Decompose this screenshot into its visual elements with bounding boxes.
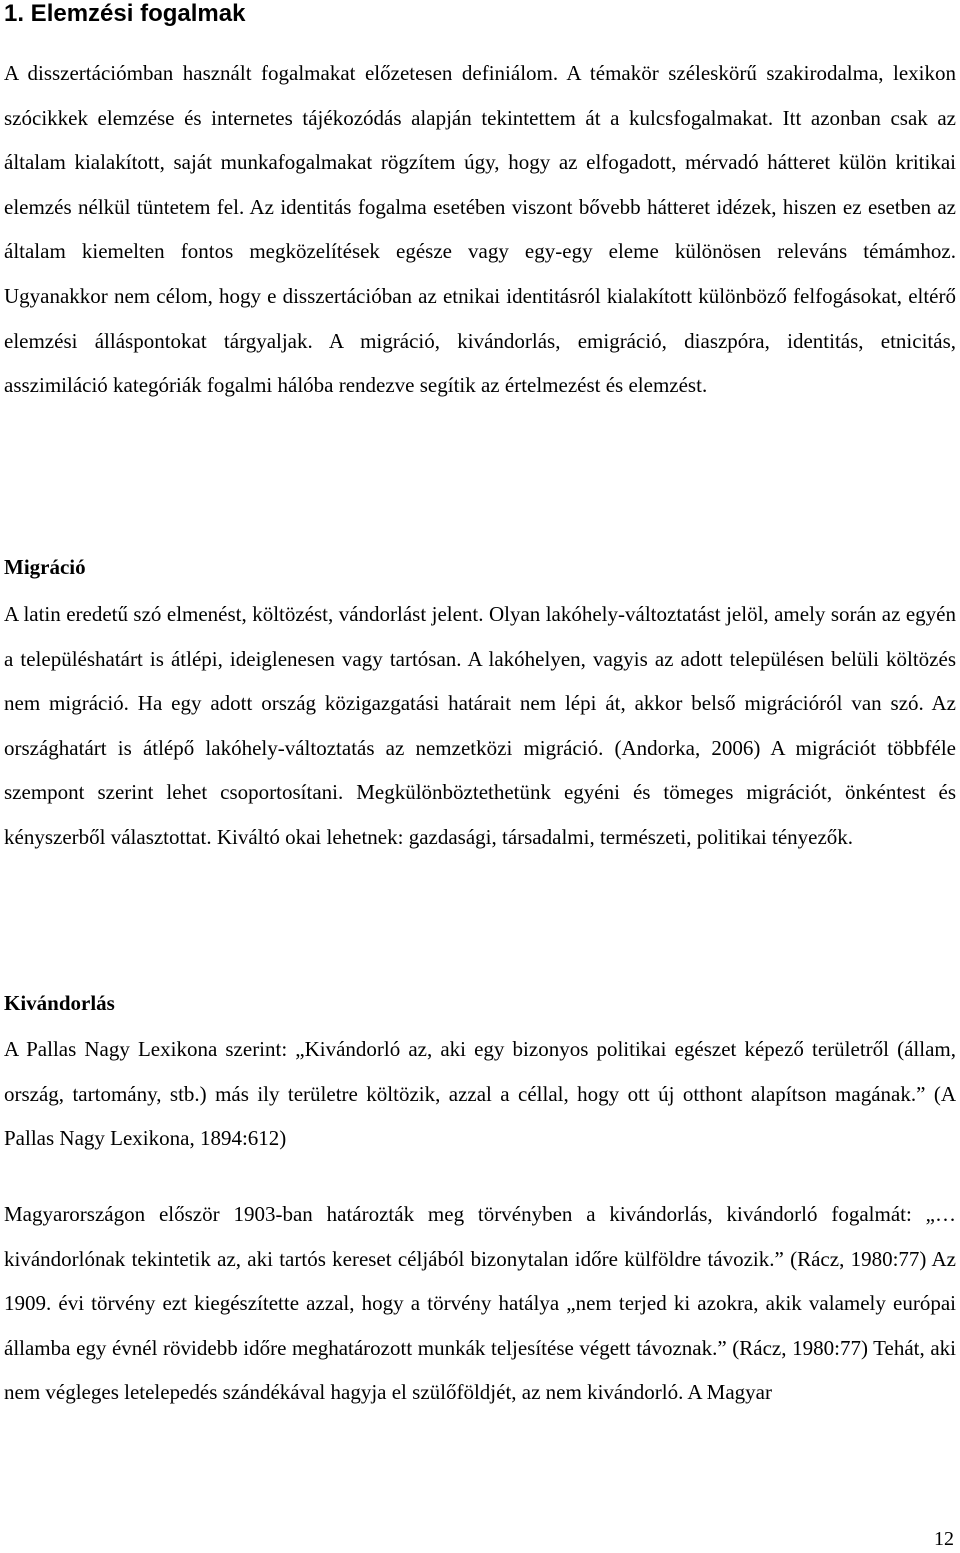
section-heading-migracio: Migráció (4, 555, 86, 579)
migracio-paragraph: A latin eredetű szó elmenést, költözést, vándorlást jelent. Olyan lakóhely-változtatást jelöl, amely során az egyén a településhatárt is átlépi, ideiglenesen vagy tartósan. A lakóhelyen, vagyis az adott településen belüli költözés nem migráció. Ha egy adott ország közigazgatási határait nem lépi át, akkor belső migrációról van szó. Az országhatárt is átlépő lakóhely-változtatás az nemzetközi migráció. (Andorka, 2006) A migrációt többféle szempont szerint lehet csoportosítani. Megkülönböztethetünk egyéni és tömeges migrációt, önkéntest és kényszerből választottat. Kiváltó okai lehetnek: gazdasági, társadalmi, természeti, politikai tényezők. (4, 602, 956, 849)
section-heading-kivandorlas: Kivándorlás (4, 991, 115, 1015)
intro-paragraph: A disszertációmban használt fogalmakat előzetesen definiálom. A témakör széleskörű szakirodalma, lexikon szócikkek elemzése és internetes tájékozódás alapján tekintettem át a kulcsfogalmakat. Itt azonban csak az általam kialakított, saját munkafogalmakat rögzítem úgy, hogy az elfogadott, mérvadó hátteret külön kritikai elemzés nélkül tüntetem fel. Az identitás fogalma esetében viszont bővebb hátteret idézek, hiszen ez esetben az általam kiemelten fontos megközelítések egésze vagy egy-egy eleme különösen releváns témámhoz. Ugyanakkor nem célom, hogy e disszertációban az etnikai identitásról kialakított különböző felfogásokat, eltérő elemzési álláspontokat tárgyaljak. A migráció, kivándorlás, emigráció, diaszpóra, identitás, etnicitás, asszimiláció kategóriák fogalmi hálóba rendezve segítik az értelmezést és elemzést. (4, 61, 956, 398)
kivandorlas-paragraph-1: A Pallas Nagy Lexikona szerint: „Kivándorló az, aki egy bizonyos politikai egészet képező területről (állam, ország, tartomány, stb.) más ily területre költözik, azzal a céllal, hogy ott új otthont alapítson magának.” (A Pallas Nagy Lexikona, 1894:612) (4, 1037, 956, 1151)
page-number: 12 (934, 1528, 954, 1550)
kivandorlas-paragraph-2: Magyarországon először 1903-ban határozták meg törvényben a kivándorlás, kivándorló fogalmát: „…kivándorlónak tekintetik az, aki tartós kereset céljából bizonytalan időre külföldre távozik.” (Rácz, 1980:77) Az 1909. évi törvény ezt kiegészítette azzal, hogy a törvény hatálya „nem terjed ki azokra, akik valamely európai államba egy évnél rövidebb időre meghatározott munkák teljesítése végett távoznak.” (Rácz, 1980:77) Tehát, aki nem végleges letelepedés szándékával hagyja el szülőföldjét, az nem kivándorló. A Magyar (4, 1202, 956, 1405)
chapter-title: 1. Elemzési fogalmak (4, 0, 246, 27)
